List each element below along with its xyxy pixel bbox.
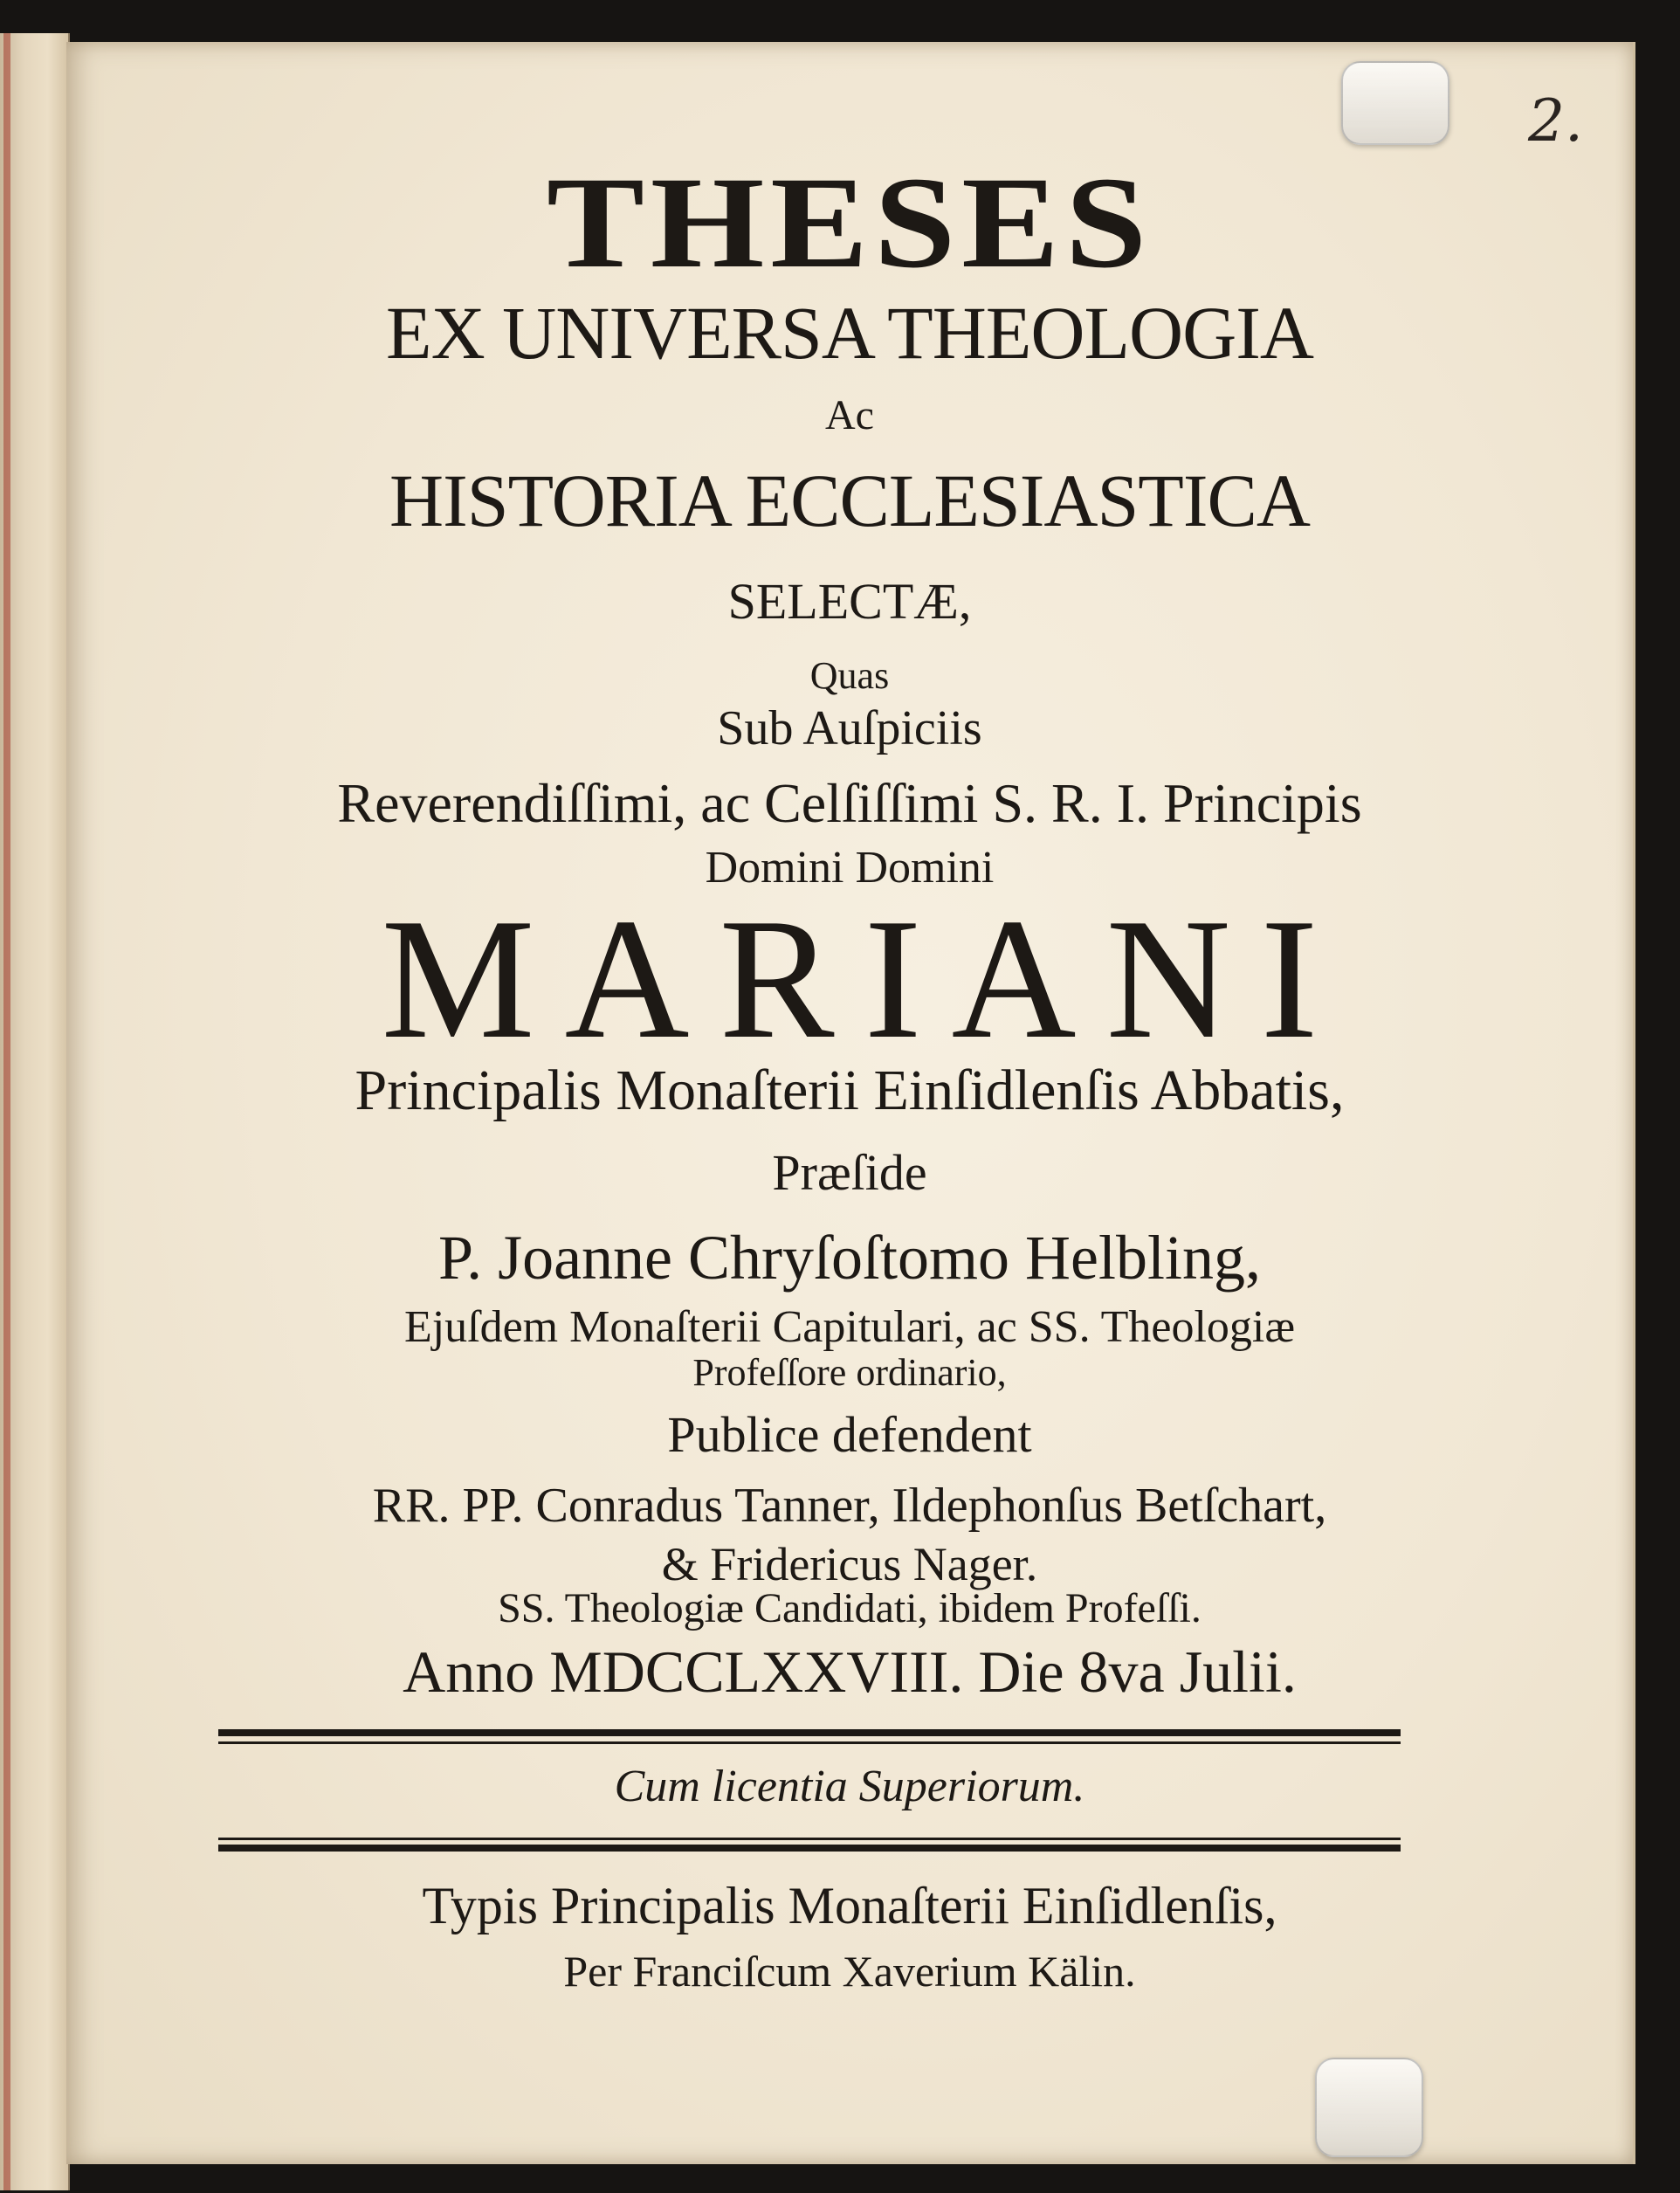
imprint-printer: Per Franciſcum Xaverium Kälin. — [563, 1947, 1136, 1996]
rule-lower-thin — [218, 1838, 1401, 1840]
dedication-domini: Domini Domini — [705, 843, 995, 893]
praeses-professor: Profeſſore ordinario, — [692, 1351, 1007, 1394]
praeses-name: P. Joanne Chryſoſtomo Helbling, — [438, 1223, 1261, 1293]
title-selectae: SELECTÆ, — [727, 573, 972, 630]
defendants-label: Publice defendent — [667, 1406, 1032, 1463]
defendants-names: RR. PP. Conradus Tanner, Ildephonſus Betſchart, — [372, 1479, 1327, 1533]
facing-page-red-edge — [3, 33, 10, 2190]
date-line: Anno MDCCLXXVIII. Die 8va Julii. — [403, 1638, 1297, 1705]
rule-upper-thick — [218, 1729, 1401, 1736]
rule-lower-thick — [218, 1845, 1401, 1852]
rule-upper-thin — [218, 1741, 1401, 1744]
title-theses: THESES — [546, 150, 1153, 295]
title-historia: HISTORIA ECCLESIASTICA — [389, 459, 1310, 542]
title-ac: Ac — [825, 392, 874, 438]
dedication-abbot: Principalis Monaſterii Einſidlenſis Abbatis, — [355, 1059, 1345, 1122]
license-line: Cum licentia Superiorum. — [614, 1762, 1085, 1811]
dedication-name-mariani: MARIANI — [381, 883, 1348, 1074]
defendants-status: SS. Theologiæ Candidati, ibidem Profeſſi. — [498, 1585, 1201, 1631]
facing-page-edge — [0, 33, 70, 2190]
page-clip-bottom — [1315, 2058, 1423, 2157]
page-clip-top — [1341, 61, 1449, 145]
praeses-label: Præſide — [772, 1144, 927, 1201]
dedication-quas: Quas — [809, 654, 890, 697]
praeses-role: Ejuſdem Monaſterii Capitulari, ac SS. Theologiæ — [403, 1302, 1296, 1352]
dedication-sub-auspiciis: Sub Auſpiciis — [717, 701, 982, 755]
dedication-reverendissimi: Reverendiſſimi, ac Celſiſſimi S. R. I. Principis — [337, 772, 1362, 834]
title-ex-universa: EX UNIVERSA THEOLOGIA — [386, 291, 1313, 375]
defendants-names-2: & Fridericus Nager. — [661, 1538, 1038, 1590]
folio-number: 2. — [1528, 87, 1583, 155]
imprint-typis: Typis Principalis Monaſterii Einſidlenſis, — [422, 1877, 1277, 1934]
